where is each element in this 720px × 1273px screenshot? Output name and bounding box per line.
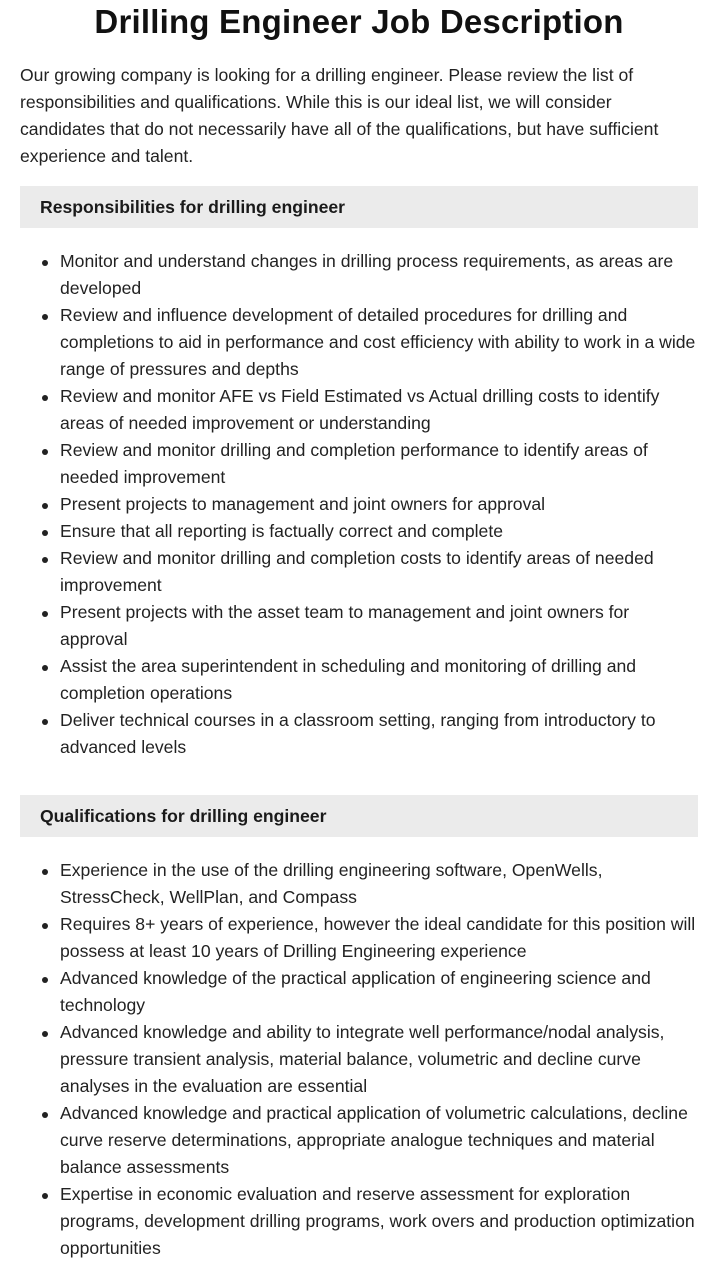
intro-paragraph: Our growing company is looking for a drilling engineer. Please review the list of responsibilities and qualifications. While this is our ideal list, we will consider candidates that do not necessarily have all of the qualifications, but have sufficient experience and talent. — [20, 65, 659, 166]
list-item: Requires 8+ years of experience, however the ideal candidate for this position will possess at least 10 years of Drilling Engineering experience — [60, 911, 698, 965]
list-item: Review and influence development of detailed procedures for drilling and completions to aid in performance and cost efficiency with ability to work in a wide range of pressures and depths — [60, 302, 698, 383]
list-item: Advanced knowledge of the practical application of engineering science and technology — [60, 965, 698, 1019]
list-item: Monitor and understand changes in drilling process requirements, as areas are developed — [60, 248, 698, 302]
list-item: Experience in the use of the drilling engineering software, OpenWells, StressCheck, WellPlan, and Compass — [60, 857, 698, 911]
spacer — [20, 761, 698, 779]
list-item: Advanced knowledge and ability to integrate well performance/nodal analysis, pressure transient analysis, material balance, volumetric and decline curve analyses in the evaluation are essential — [60, 1019, 698, 1100]
list-item: Expertise in economic evaluation and reserve assessment for exploration programs, development drilling programs, work overs and production optimization opportunities — [60, 1181, 698, 1262]
qualifications-heading: Qualifications for drilling engineer — [20, 795, 698, 837]
responsibilities-heading: Responsibilities for drilling engineer — [20, 186, 698, 228]
list-item: Review and monitor drilling and completion performance to identify areas of needed improvement — [60, 437, 698, 491]
list-item: Deliver technical courses in a classroom setting, ranging from introductory to advanced levels — [60, 707, 698, 761]
qualifications-list — [20, 857, 698, 1262]
list-item: Present projects to management and joint owners for approval — [60, 491, 698, 518]
list-item: Review and monitor drilling and completion costs to identify areas of needed improvement — [60, 545, 698, 599]
list-item: Ensure that all reporting is factually correct and complete — [60, 518, 698, 545]
list-item: Assist the area superintendent in scheduling and monitoring of drilling and completion operations — [60, 653, 698, 707]
list-item: Review and monitor AFE vs Field Estimated vs Actual drilling costs to identify areas of needed improvement or understanding — [60, 383, 698, 437]
list-item: Present projects with the asset team to management and joint owners for approval — [60, 599, 698, 653]
list-item: Advanced knowledge and practical application of volumetric calculations, decline curve reserve determinations, appropriate analogue techniques and material balance assessments — [60, 1100, 698, 1181]
page-title: Drilling Engineer Job Description — [94, 3, 624, 40]
responsibilities-list — [20, 248, 698, 761]
